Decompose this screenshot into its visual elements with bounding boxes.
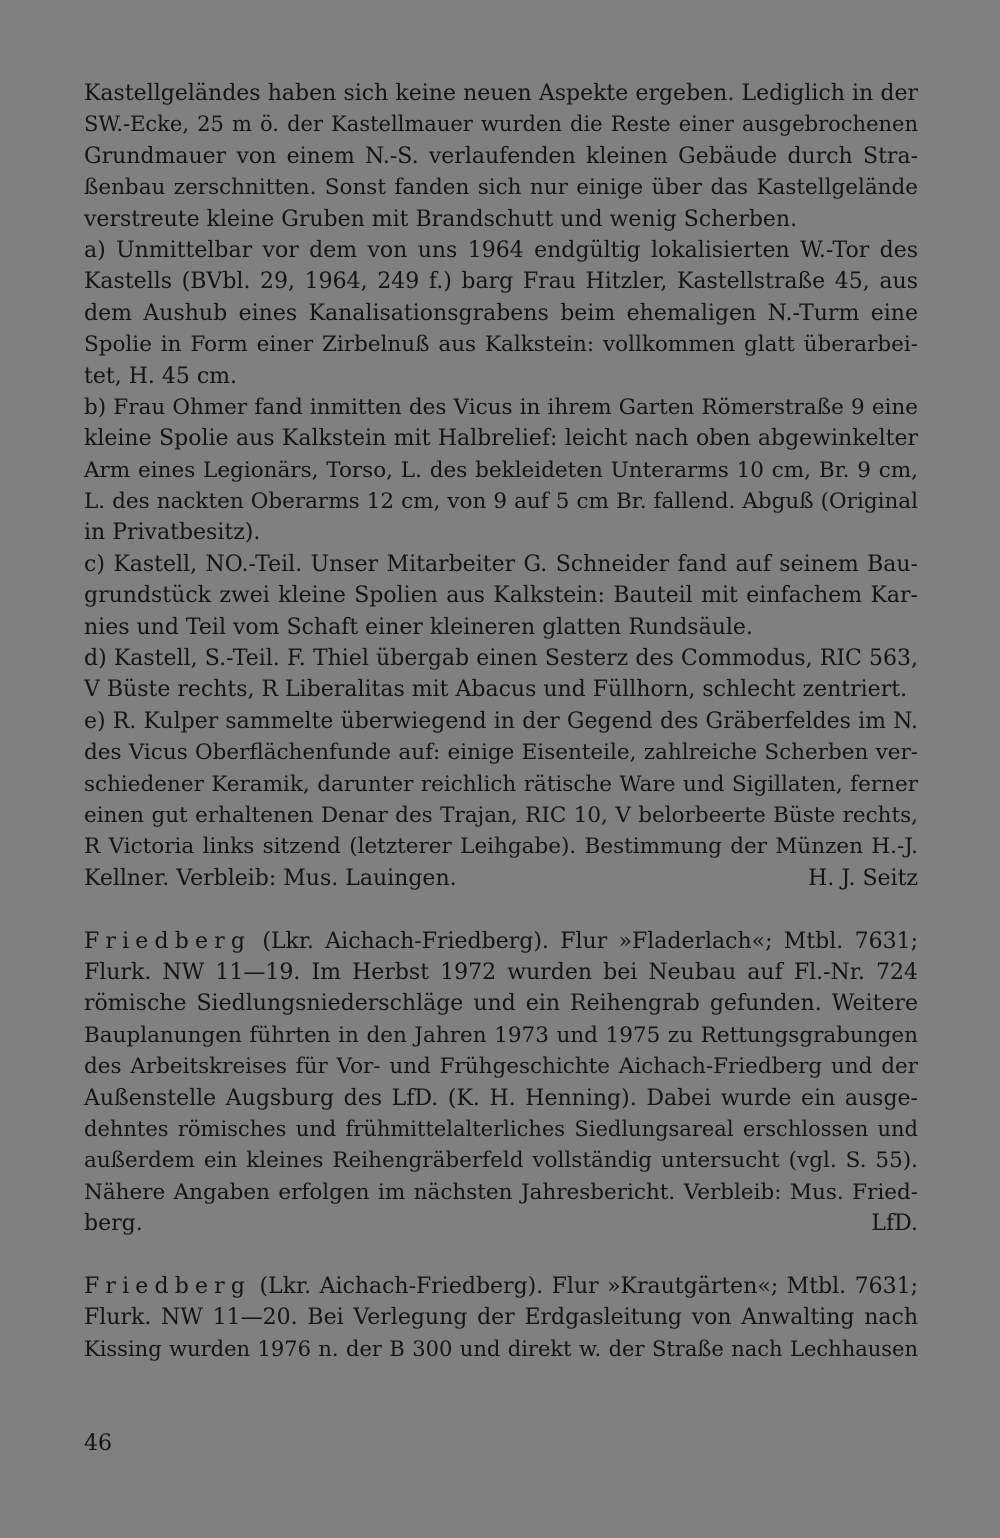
page-body [84,78,918,1365]
text-line: des Arbeitskreises für Vor- und Frühgeschichte Aichach-Friedberg und der [84,1054,918,1080]
signature-line [84,1208,918,1239]
text-line: in Privatbesitz). [84,520,261,546]
text-line: außerdem ein kleines Reihengräberfeld vollständig untersucht (vgl. S. 55). [84,1148,918,1174]
text-line-end: Kellner. Verbleib: Mus. Lauingen. [84,865,457,891]
text-line: c) Kastell, NO.-Teil. Unser Mitarbeiter G. Schneider fand auf seinem Bau- [84,551,918,577]
section-kastell-report [84,78,918,894]
text-line: Kastells (BVbl. 29, 1964, 249 f.) barg Frau Hitzler, Kastellstraße 45, aus [84,269,918,295]
text-line: b) Frau Ohmer fand inmitten des Vicus in ihrem Garten Römerstraße 9 eine [84,394,918,420]
text-line: Kastellgeländes haben sich keine neuen Aspekte ergeben. Lediglich in der [84,81,918,106]
text-line: a) Unmittelbar vor dem von uns 1964 endgültig lokalisierten W.-Tor des [84,237,918,263]
text-line: V Büste rechts, R Liberalitas mit Abacus und Füllhorn, schlecht zentriert. [84,677,908,703]
section-gap [84,1239,918,1270]
text-line: Grundmauer von einem N.-S. verlaufenden kleinen Gebäude durch Stra- [84,143,918,169]
text-line: SW.-Ecke, 25 m ö. der Kastellmauer wurden die Reste einer ausgebrochenen [84,112,918,137]
author-signature: H. J. Seitz [808,865,918,891]
text-line: e) R. Kulper sammelte überwiegend in der Gegend des Gräberfeldes im N. [84,708,918,734]
text-line: verstreute kleine Gruben mit Brandschutt und wenig Scherben. [84,206,798,232]
text-line: Nähere Angaben erfolgen im nächsten Jahresbericht. Verbleib: Mus. Fried- [84,1179,918,1205]
text-line: nies und Teil vom Schaft einer kleineren glatten Rundsäule. [84,614,753,640]
place-name: Friedberg [84,928,252,954]
entry-heading-line [84,926,918,957]
section-friedberg-krautgaerten [84,1271,918,1365]
text-line: tet, H. 45 cm. [84,363,238,389]
entry-heading-line [84,1271,918,1302]
text-line: dem Aushub eines Kanalisationsgrabens beim ehemaligen N.-Turm eine [84,300,918,326]
section-friedberg-fladerlach [84,926,918,1240]
text-line: ßenbau zerschnitten. Sonst fanden sich nur einige über das Kastellgelände [84,175,918,201]
author-signature: LfD. [871,1211,918,1237]
text-line: Kissing wurden 1976 n. der B 300 und direkt w. der Straße nach Lechhausen [84,1336,918,1361]
section-gap [84,894,918,925]
text-line: grundstück zwei kleine Spolien aus Kalkstein: Bauteil mit einfachem Kar- [84,583,918,609]
text-line: Arm eines Legionärs, Torso, L. des bekleideten Unterarms 10 cm, Br. 9 cm, [84,457,918,483]
text-line: Bauplanungen führten in den Jahren 1973 und 1975 zu Rettungsgrabungen [84,1022,918,1048]
place-name: Friedberg [84,1273,252,1299]
text-line: Flurk. NW 11—20. Bei Verlegung der Erdgasleitung von Anwalting nach [84,1305,918,1331]
signature-line [84,863,918,894]
entry-heading-rest: (Lkr. Aichach-Friedberg). Flur »Fladerlach«; Mtbl. 7631; [262,928,918,954]
text-line: dehntes römisches und frühmittelalterliches Siedlungsareal erschlossen und [84,1116,918,1141]
text-line: römische Siedlungsniederschläge und ein Reihengrab gefunden. Weitere [84,991,918,1017]
text-line: einen gut erhaltenen Denar des Trajan, RIC 10, V belorbeerte Büste rechts, [84,802,918,828]
text-line-end: berg. [84,1211,143,1237]
text-line: Außenstelle Augsburg des LfD. (K. H. Henning). Dabei wurde ein ausge- [84,1085,918,1111]
text-line: L. des nackten Oberarms 12 cm, von 9 auf 5 cm Br. fallend. Abguß (Original [84,489,918,515]
text-line: R Victoria links sitzend (letzterer Leihgabe). Bestimmung der Münzen H.-J. [84,834,918,860]
text-line: Spolie in Form einer Zirbelnuß aus Kalkstein: vollkommen glatt überarbei- [84,332,918,358]
text-line: schiedener Keramik, darunter reichlich rätische Ware und Sigillaten, ferner [84,771,918,797]
text-line: des Vicus Oberflächenfunde auf: einige Eisenteile, zahlreiche Scherben ver- [84,740,918,766]
entry-heading-rest: (Lkr. Aichach-Friedberg). Flur »Krautgärten«; Mtbl. 7631; [259,1273,918,1299]
text-line: Flurk. NW 11—19. Im Herbst 1972 wurden bei Neubau auf Fl.-Nr. 724 [84,959,918,985]
text-line: kleine Spolie aus Kalkstein mit Halbrelief: leicht nach oben abgewinkelter [84,426,918,452]
page-number: 46 [84,1431,112,1456]
text-line: d) Kastell, S.-Teil. F. Thiel übergab einen Sesterz des Commodus, RIC 563, [84,646,918,672]
